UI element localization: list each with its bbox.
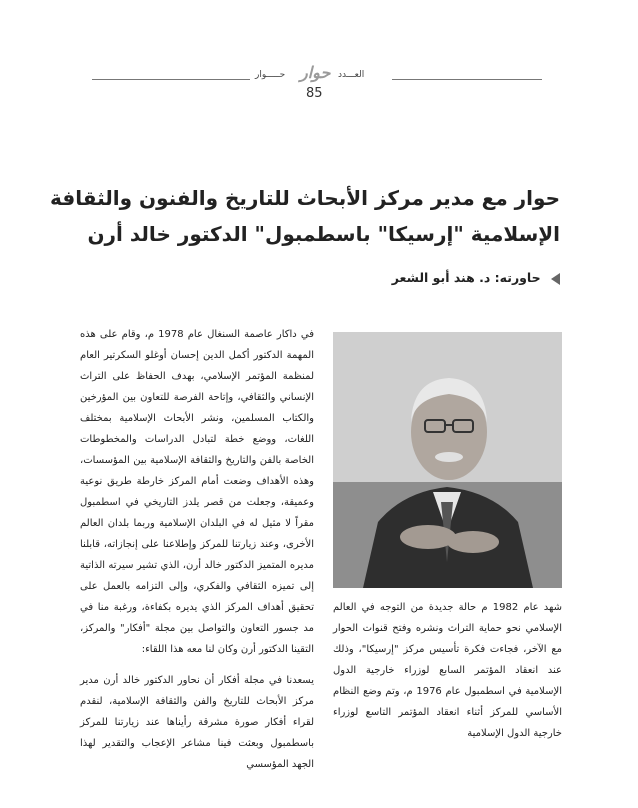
masthead-dialogue-word: حـــــوار — [255, 70, 286, 80]
body-paragraph-2: يسعدنا في مجلة أفكار أن نحاور الدكتور خالد أرن مدير مركز الأبحاث للتاريخ والفن والثقافة الإسلامية، لنقدم لقراء أفكار صورة مشرقة رأيناها عند زيارتنا للمركز باسطمبول وبعثت فينا مشاعر الإعجاب والتقدير لهذا الجهد المؤسسي — [80, 675, 314, 770]
masthead-rule-right — [392, 79, 542, 80]
body-column-right — [80, 324, 314, 804]
masthead — [0, 62, 638, 102]
masthead-rule-left — [92, 79, 250, 80]
page-number: 85 — [306, 86, 323, 101]
title-line-1: حوار مع مدير مركز الأبحاث للتاريخ والفنون والثقافة — [49, 186, 560, 210]
title-line-2: الإسلامية "إرسيكا" باسطمبول" الدكتور خالد أرن — [87, 222, 560, 246]
magazine-logo: حوار — [300, 63, 331, 82]
article-title — [40, 180, 560, 252]
triangle-bullet-icon — [551, 273, 560, 285]
portrait-photo — [333, 332, 562, 588]
byline-text: حاورته: د. هند أبو الشعر — [391, 270, 541, 285]
portrait-icon — [333, 332, 562, 588]
intro-paragraph: شهد عام 1982 م حالة جديدة من التوجه في العالم الإسلامي نحو حماية التراث ونشره وفتح قنوات الحوار مع الآخر، فجاءت فكرة تأسيس مركز "إرسيكا"، وذلك عند انعقاد المؤتمر السابع لوزراء خارجية الدول الإسلامية في اسطمبول عام 1976 م، وتم وضع النظام الأساسي للمركز أثناء انعقاد المؤتمر التاسع لوزراء خارجية الدول الإسلامية — [333, 602, 562, 739]
byline — [392, 270, 560, 285]
body-column-left — [333, 597, 562, 744]
masthead-issue-word: العـــدد — [338, 70, 365, 80]
body-paragraph-1: في داكار عاصمة السنغال عام 1978 م، وقام على هذه المهمة الدكتور أكمل الدين إحسان أوغلو السكرتير العام لمنظمة المؤتمر الإسلامي، بهدف الحفاظ على التراث الإنساني والثقافي، وإتاحة الفرصة للتعاون بين المؤرخين والكتاب المسلمين، ونشر الأبحاث الإسلامية بمختلف اللغات، ووضع خطة لتبادل الدراسات والمخطوطات الخاصة بالفن والتاريخ والثقافة الإسلامية بين المؤسسات، وهذه الأهداف وضعت أمام المركز خارطة طريق نوعية وعميقة، وجعلت من قصر يلدز التاريخي في اسطمبول مقراً لا مثيل له في البلدان الإسلامية وربما بلدان العالم الأخرى، وعند زيارتنا للمركز وإطلاعنا على إنجازاته، قابلنا مديره المتميز الدكتور خالد أرن، الذي تشير سيرته الذاتية إلى تميزه الثقافي والفكري، وإلى التزامه بالعمل على تحقيق أهداف المركز الذي يديره بكفاءة، ورغبة منا في مد جسور التعاون والتواصل بين مجلة "أفكار" والمركز، التقينا الدكتور أرن وكان لنا معه هذا اللقاء: — [80, 329, 314, 655]
